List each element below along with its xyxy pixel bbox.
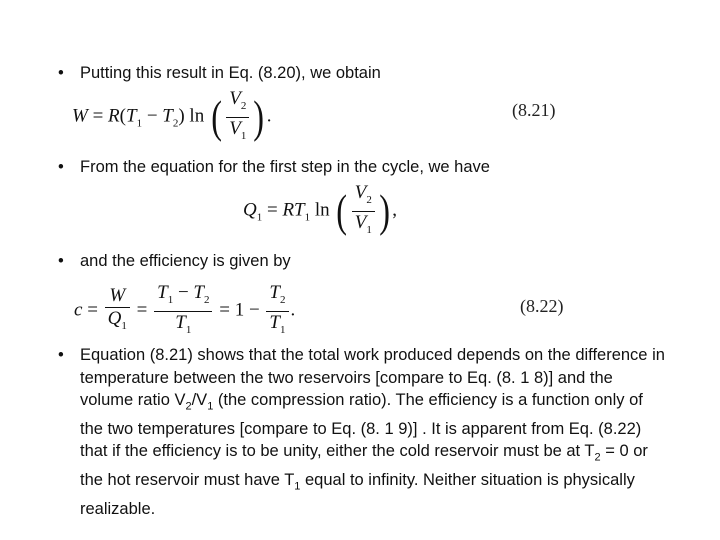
- bullet-item-3: [58, 250, 291, 272]
- bullet-dot: •: [58, 252, 64, 270]
- paragraph-text: [58, 344, 668, 520]
- subscript: 1: [207, 400, 214, 413]
- equation-q1: $Q_1 = RT_1$ ln ( $\frac{V_2}{V_1}$ ) ,: [243, 182, 397, 237]
- subscript: 2: [594, 451, 601, 464]
- paragraph-part: equal to infinity. Neither situation is physically realizable.: [80, 471, 635, 518]
- paragraph-part: Equation (8.21) shows that the total work produced depends on the difference in temperature between the two reservoirs [compare to Eq. (8. 1 8)] and the volume ratio V: [80, 346, 665, 409]
- subscript: 2: [185, 400, 192, 413]
- paragraph-part: /V: [191, 391, 208, 409]
- bullet-dot: •: [58, 158, 64, 176]
- bullet-dot: •: [58, 64, 64, 82]
- bullet-text-3: and the efficiency is given by: [80, 252, 291, 270]
- bullet-dot: •: [58, 346, 64, 364]
- equation-number-8-22: (8.22): [520, 296, 564, 316]
- equation-8-22: c = $\frac{W}{Q_1}$ = $\frac{T_1 - T_2}{T_1}$ = 1 − $\frac{T_2}{T_1}$ .: [74, 282, 296, 336]
- bullet-item-4: [58, 344, 668, 520]
- bullet-item-1: [58, 62, 381, 84]
- subscript: 1: [294, 480, 301, 493]
- paragraph-part: (the compression ratio). The efficiency is a function only of the two temperatures [compare to Eq. (8. 1 9)] . It is apparent from Eq. (8.22) that if the efficiency is to be unity, either the cold reservoir must be at T: [80, 391, 643, 461]
- bullet-text-2: From the equation for the first step in the cycle, we have: [80, 158, 490, 176]
- paragraph-part: = 0 or the hot reservoir must have T: [80, 442, 648, 490]
- bullet-item-2: [58, 156, 490, 178]
- bullet-text-1: Putting this result in Eq. (8.20), we obtain: [80, 64, 381, 82]
- equation-8-21: $W = R(T_1 - T_2)$ ln ( $\frac{V_2}{V_1}$ ) .: [72, 88, 272, 143]
- equation-number-8-21: (8.21): [512, 100, 556, 120]
